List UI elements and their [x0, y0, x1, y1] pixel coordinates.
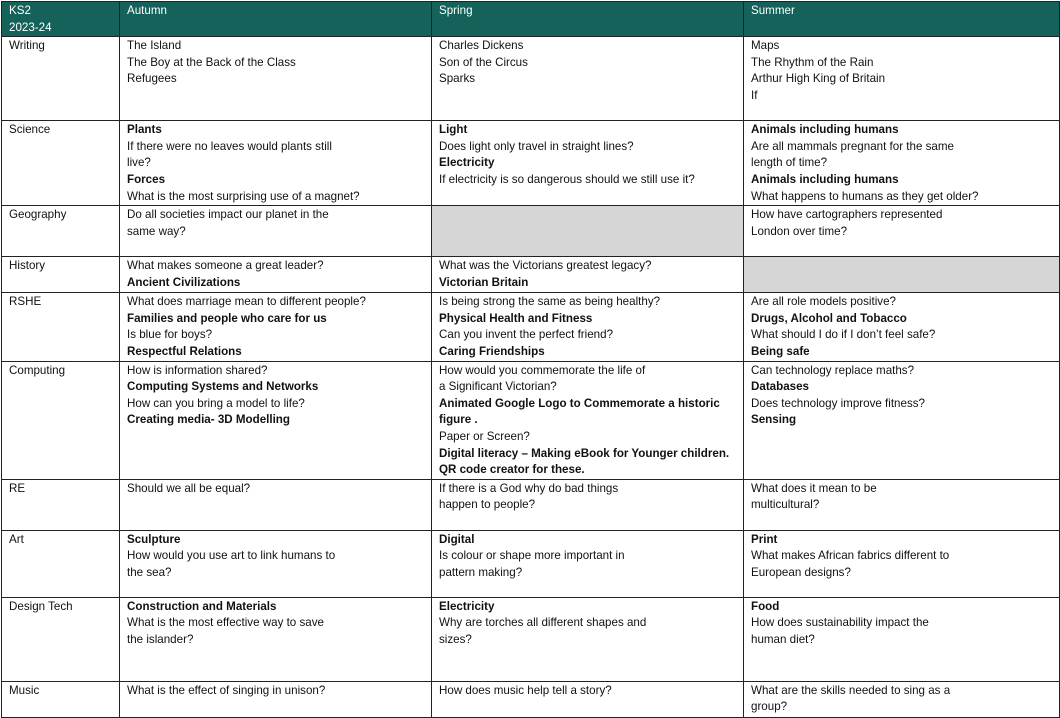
term-header-spring: Spring [432, 2, 744, 37]
enquiry-question: happen to people? [439, 498, 536, 512]
cell-spring [432, 37, 744, 121]
cell-autumn [120, 361, 432, 479]
enquiry-question: Is being strong the same as being healthy? [439, 295, 661, 309]
enquiry-question: Are all role models positive? [751, 295, 896, 309]
subject-row-re [2, 479, 1060, 530]
enquiry-question: What is the most effective way to save [127, 616, 324, 630]
cell-summer [744, 597, 1060, 681]
unit-title: Drugs, Alcohol and Tobacco [751, 311, 907, 325]
enquiry-question: What does it mean to be [751, 481, 877, 495]
cell-spring [432, 530, 744, 597]
header-row [2, 2, 1060, 37]
cell-summer [744, 530, 1060, 597]
enquiry-question: How is information shared? [127, 363, 268, 377]
enquiry-question: What makes someone a great leader? [127, 259, 324, 273]
enquiry-question: Arthur High King of Britain [751, 72, 886, 86]
unit-title: Victorian Britain [439, 275, 529, 289]
enquiry-question: Is blue for boys? [127, 328, 213, 342]
enquiry-question: Can technology replace maths? [751, 363, 915, 377]
enquiry-question: How would you use art to link humans to [127, 549, 336, 563]
unit-title: Physical Health and Fitness [439, 311, 593, 325]
enquiry-question: If [751, 88, 758, 102]
subject-name: Art [2, 530, 120, 597]
unit-title: Forces [127, 172, 166, 186]
cell-spring [432, 479, 744, 530]
enquiry-question: Refugees [127, 72, 177, 86]
enquiry-question: If there is a God why do bad things [439, 481, 619, 495]
unit-title: Print [751, 532, 778, 546]
unit-title: QR code creator for these. [439, 463, 585, 477]
enquiry-question: the islander? [127, 632, 194, 646]
key-stage-cell [2, 2, 120, 37]
cell-summer [744, 206, 1060, 257]
cell-spring [432, 293, 744, 361]
enquiry-question: How have cartographers represented [751, 208, 943, 222]
cell-autumn [120, 597, 432, 681]
cell-summer [744, 293, 1060, 361]
enquiry-question: Is colour or shape more important in [439, 549, 625, 563]
term-header-autumn: Autumn [120, 2, 432, 37]
enquiry-question: What makes African fabrics different to [751, 549, 950, 563]
unit-title: Being safe [751, 344, 810, 358]
enquiry-question: What should I do if I don’t feel safe? [751, 328, 936, 342]
enquiry-question: What is the effect of singing in unison? [127, 683, 326, 697]
enquiry-question: Should we all be equal? [127, 481, 251, 495]
enquiry-question: How would you commemorate the life of [439, 363, 646, 377]
enquiry-question: sizes? [439, 632, 472, 646]
subject-name: Design Tech [2, 597, 120, 681]
cell-summer [744, 361, 1060, 479]
curriculum-body [2, 37, 1060, 718]
unit-title: Digital [439, 532, 475, 546]
cell-spring [432, 681, 744, 717]
cell-spring [432, 361, 744, 479]
unit-title: Computing Systems and Networks [127, 380, 319, 394]
enquiry-question: Paper or Screen? [439, 429, 530, 443]
cell-summer [744, 681, 1060, 717]
curriculum-table [1, 1, 1060, 718]
subject-name: Science [2, 121, 120, 206]
unit-title: Ancient Civilizations [127, 275, 241, 289]
unit-title: Animated Google Logo to Commemorate a historic [439, 396, 720, 410]
unit-title: Sculpture [127, 532, 181, 546]
enquiry-question: Son of the Circus [439, 55, 528, 69]
unit-title: Digital literacy – Making eBook for Younger children. [439, 446, 730, 460]
unit-title: Caring Friendships [439, 344, 545, 358]
cell-autumn [120, 257, 432, 293]
unit-title: Families and people who care for us [127, 311, 327, 325]
enquiry-question: the sea? [127, 565, 172, 579]
subject-row-geography [2, 206, 1060, 257]
enquiry-question: London over time? [751, 224, 848, 238]
cell-autumn [120, 530, 432, 597]
subject-name: History [2, 257, 120, 293]
unit-title: Light [439, 123, 468, 137]
cell-autumn [120, 681, 432, 717]
enquiry-question: multicultural? [751, 498, 820, 512]
subject-row-writing [2, 37, 1060, 121]
subject-row-science [2, 121, 1060, 206]
enquiry-question: same way? [127, 224, 186, 238]
enquiry-question: What was the Victorians greatest legacy? [439, 259, 652, 273]
cell-summer [744, 121, 1060, 206]
enquiry-question: What are the skills needed to sing as a [751, 683, 951, 697]
subject-name: RE [2, 479, 120, 530]
subject-row-design-tech [2, 597, 1060, 681]
enquiry-question: Can you invent the perfect friend? [439, 328, 614, 342]
cell-spring [432, 597, 744, 681]
cell-autumn [120, 206, 432, 257]
unit-title: Respectful Relations [127, 344, 242, 358]
enquiry-question: pattern making? [439, 565, 523, 579]
cell-autumn [120, 293, 432, 361]
unit-title: Plants [127, 123, 162, 137]
enquiry-question: Does light only travel in straight lines? [439, 139, 634, 153]
unit-title: Animals including humans [751, 123, 899, 137]
enquiry-question: If there were no leaves would plants still [127, 139, 332, 153]
enquiry-question: Charles Dickens [439, 39, 524, 53]
enquiry-question: Does technology improve fitness? [751, 396, 925, 410]
subject-name: RSHE [2, 293, 120, 361]
enquiry-question: European designs? [751, 565, 851, 579]
enquiry-question: group? [751, 700, 788, 714]
subject-name: Geography [2, 206, 120, 257]
subject-name: Music [2, 681, 120, 717]
enquiry-question: Are all mammals pregnant for the same [751, 139, 954, 153]
unit-title: Sensing [751, 413, 797, 427]
enquiry-question: If electricity is so dangerous should we still use it? [439, 172, 695, 186]
enquiry-question: What happens to humans as they get older? [751, 189, 979, 203]
unit-title: Electricity [439, 599, 495, 613]
unit-title: Food [751, 599, 780, 613]
subject-name: Writing [2, 37, 120, 121]
enquiry-question: How can you bring a model to life? [127, 396, 305, 410]
enquiry-question: a Significant Victorian? [439, 380, 557, 394]
cell-spring [432, 257, 744, 293]
cell-summer [744, 479, 1060, 530]
enquiry-question: The Rhythm of the Rain [751, 55, 874, 69]
enquiry-question: How does music help tell a story? [439, 683, 612, 697]
enquiry-question: length of time? [751, 156, 828, 170]
key-stage-label: KS2 [9, 4, 31, 17]
cell-autumn [120, 37, 432, 121]
subject-row-art [2, 530, 1060, 597]
enquiry-question: What does marriage mean to different people? [127, 295, 366, 309]
subject-row-computing [2, 361, 1060, 479]
unit-title: figure . [439, 413, 478, 427]
unit-title: Animals including humans [751, 172, 899, 186]
year-label: 2023-24 [9, 20, 52, 34]
enquiry-question: Why are torches all different shapes and [439, 616, 647, 630]
cell-spring [432, 121, 744, 206]
enquiry-question: The Island [127, 39, 182, 53]
unit-title: Construction and Materials [127, 599, 277, 613]
unit-title: Databases [751, 380, 810, 394]
unit-title: Creating media- 3D Modelling [127, 413, 290, 427]
term-header-summer: Summer [744, 2, 1060, 37]
unit-title: Electricity [439, 156, 495, 170]
enquiry-question: The Boy at the Back of the Class [127, 55, 296, 69]
subject-row-history [2, 257, 1060, 293]
subject-name: Computing [2, 361, 120, 479]
enquiry-question: Maps [751, 39, 780, 53]
enquiry-question: How does sustainability impact the [751, 616, 929, 630]
enquiry-question: Sparks [439, 72, 476, 86]
cell-autumn [120, 121, 432, 206]
enquiry-question: live? [127, 156, 151, 170]
cell-spring [432, 206, 744, 257]
subject-row-rshe [2, 293, 1060, 361]
enquiry-question: Do all societies impact our planet in the [127, 208, 329, 222]
enquiry-question: What is the most surprising use of a magnet? [127, 189, 360, 203]
enquiry-question: human diet? [751, 632, 815, 646]
cell-summer [744, 257, 1060, 293]
cell-summer [744, 37, 1060, 121]
cell-autumn [120, 479, 432, 530]
subject-row-music [2, 681, 1060, 717]
